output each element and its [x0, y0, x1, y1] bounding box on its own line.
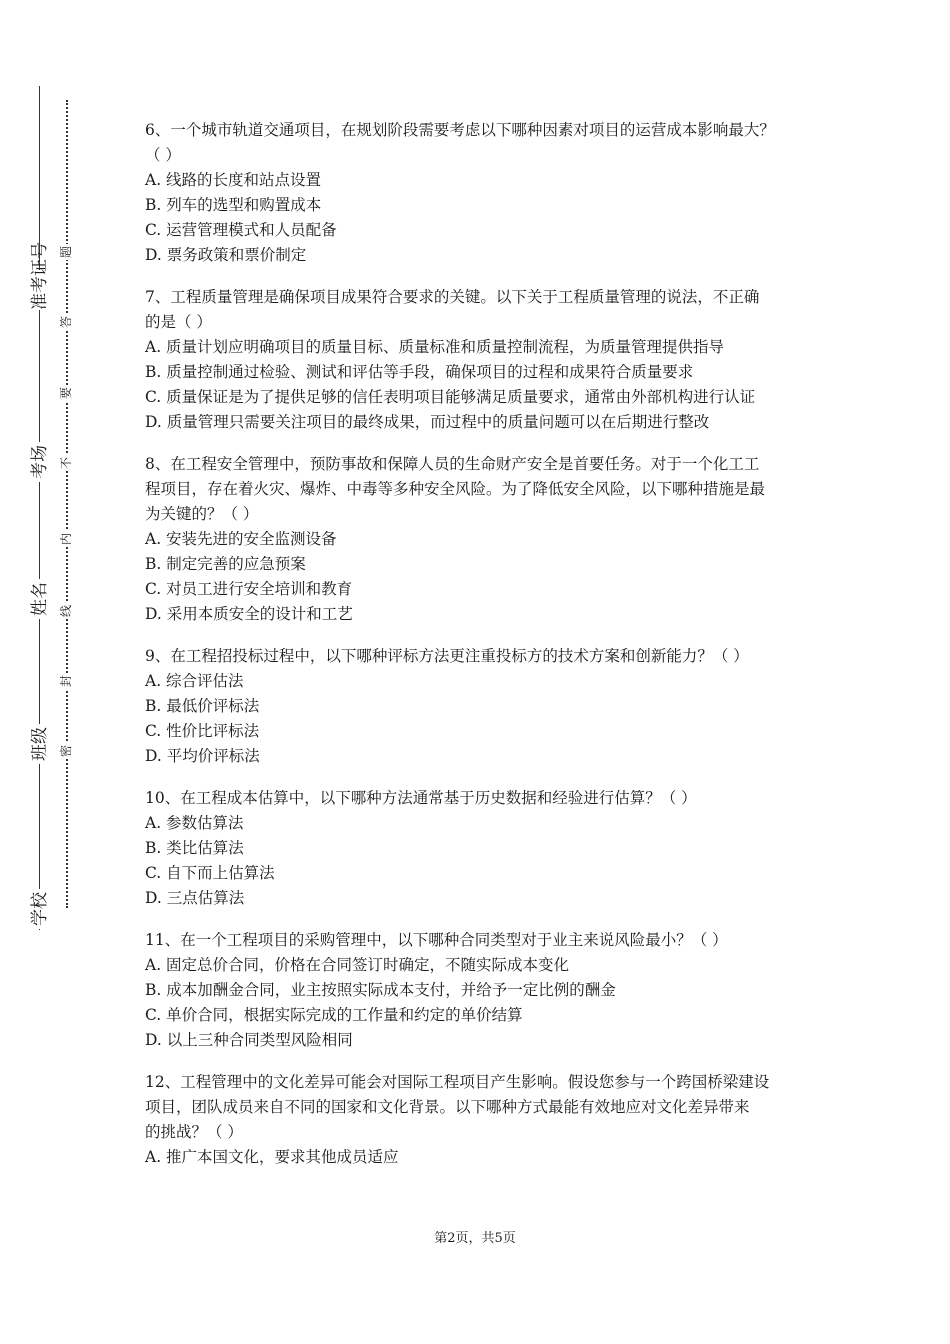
- question-stem: 6、一个城市轨道交通项目，在规划阶段需要考虑以下哪种因素对项目的运营成本影响最大？: [145, 121, 775, 139]
- option-a: A. 固定总价合同，价格在合同签订时确定，不随实际成本变化: [145, 956, 570, 974]
- exam-room-label: 考场: [29, 442, 51, 482]
- question-stem: 程项目，存在着火灾、爆炸、中毒等多种安全风险。为了降低安全风险，以下哪种措施是最: [145, 480, 766, 498]
- seal-char: 线: [59, 605, 73, 618]
- school-label: 学校: [29, 889, 51, 929]
- seal-char: 密: [59, 745, 73, 758]
- option-a: A. 质量计划应明确项目的质量目标、质量标准和质量控制流程，为质量管理提供指导: [145, 338, 725, 356]
- question-list: [145, 118, 825, 1187]
- question-stem: 10、在工程成本估算中，以下哪种方法通常基于历史数据和经验进行估算？（ ）: [145, 789, 697, 807]
- student-name-label: 姓名: [29, 579, 51, 619]
- seal-char: 答: [59, 316, 73, 329]
- question-stem: 9、在工程招投标过程中，以下哪种评标方法更注重投标方的技术方案和创新能力？（ ）: [145, 647, 749, 665]
- question-11: [145, 928, 825, 1053]
- page-footer: 第2页，共5页: [434, 1231, 516, 1246]
- question-6: [145, 118, 825, 268]
- question-stem: 7、工程质量管理是确保项目成果符合要求的关键。以下关于工程质量管理的说法，不正确: [145, 288, 760, 306]
- question-stem: 的挑战？（ ）: [145, 1123, 243, 1141]
- question-stem: （ ）: [145, 146, 181, 164]
- option-c: C. 性价比评标法: [145, 722, 260, 740]
- option-d: D. 质量管理只需要关注项目的最终成果，而过程中的质量问题可以在后期进行整改: [145, 413, 710, 431]
- question-8: [145, 452, 825, 627]
- seal-char: 不: [59, 457, 73, 470]
- option-b: B. 列车的选型和购置成本: [145, 196, 322, 214]
- fill-in-line: [39, 86, 40, 930]
- seal-char: 封: [59, 675, 73, 688]
- question-9: [145, 644, 825, 769]
- question-stem: 12、工程管理中的文化差异可能会对国际工程项目产生影响。假设您参与一个跨国桥梁建设: [145, 1073, 770, 1091]
- option-c: C. 对员工进行安全培训和教育: [145, 580, 353, 598]
- option-a: A. 安装先进的安全监测设备: [145, 530, 337, 548]
- option-d: D. 以上三种合同类型风险相同: [145, 1031, 353, 1049]
- option-d: D. 采用本质安全的设计和工艺: [145, 605, 353, 623]
- option-d: D. 三点估算法: [145, 889, 245, 907]
- option-a: A. 参数估算法: [145, 814, 244, 832]
- seal-char: 要: [59, 387, 73, 400]
- admission-number-label: 准考证号: [30, 242, 50, 310]
- option-c: C. 质量保证是为了提供足够的信任表明项目能够满足质量要求，通常由外部机构进行认证: [145, 388, 756, 406]
- question-7: [145, 285, 825, 435]
- option-b: B. 最低价评标法: [145, 697, 260, 715]
- question-stem: 项目，团队成员来自不同的国家和文化背景。以下哪种方式最能有效地应对文化差异带来: [145, 1098, 750, 1116]
- question-stem: 的是（ ）: [145, 313, 212, 331]
- option-a: A. 综合评估法: [145, 672, 244, 690]
- option-c: C. 运营管理模式和人员配备: [145, 221, 337, 239]
- question-10: [145, 786, 825, 911]
- seal-char: 内: [59, 533, 73, 546]
- seal-dotted-line: [66, 100, 68, 908]
- option-d: D. 票务政策和票价制定: [145, 246, 307, 264]
- question-stem: 为关键的？（ ）: [145, 505, 259, 523]
- option-a: A. 推广本国文化，要求其他成员适应: [145, 1148, 399, 1166]
- option-b: B. 类比估算法: [145, 839, 244, 857]
- question-stem: 11、在一个工程项目的采购管理中，以下哪种合同类型对于业主来说风险最小？（ ）: [145, 931, 728, 949]
- option-b: B. 质量控制通过检验、测试和评估等手段，确保项目的过程和成果符合质量要求: [145, 363, 694, 381]
- option-b: B. 制定完善的应急预案: [145, 555, 306, 573]
- option-b: B. 成本加酬金合同，业主按照实际成本支付，并给予一定比例的酬金: [145, 981, 616, 999]
- option-c: C. 自下而上估算法: [145, 864, 275, 882]
- seal-char: 题: [59, 246, 73, 259]
- class-label: 班级: [29, 724, 51, 764]
- question-12: [145, 1070, 825, 1170]
- option-c: C. 单价合同，根据实际完成的工作量和约定的单价结算: [145, 1006, 523, 1024]
- option-a: A. 线路的长度和站点设置: [145, 171, 322, 189]
- option-d: D. 平均价评标法: [145, 747, 260, 765]
- question-stem: 8、在工程安全管理中，预防事故和保障人员的生命财产安全是首要任务。对于一个化工工: [145, 455, 760, 473]
- binding-strip: [0, 0, 100, 1344]
